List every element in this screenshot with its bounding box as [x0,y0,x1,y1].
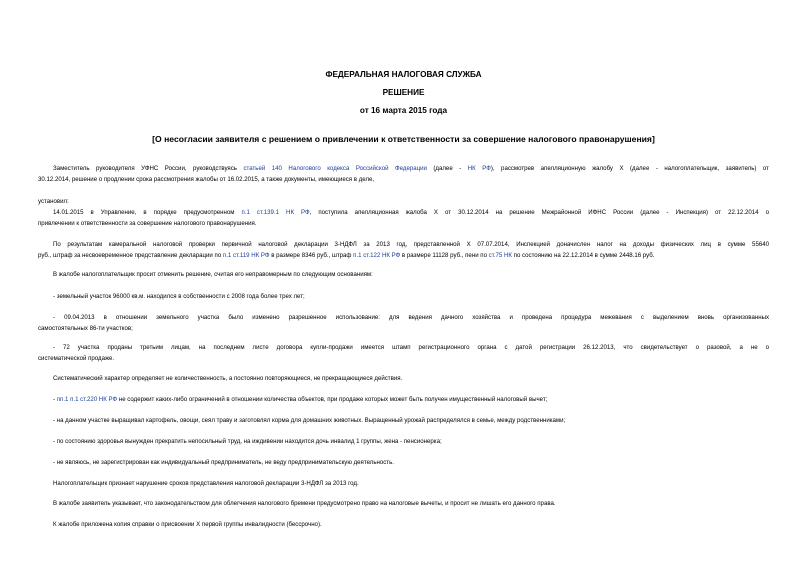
list-item-plots-sold-line2: систематической продаже. [38,355,115,362]
law-link[interactable]: п.1 ст.119 НК РФ [222,252,270,259]
paragraph-text: руб., штраф за несвоевременное представление декларации по [38,252,223,259]
paragraph-admits-violation: Налогоплательщик признает нарушение сроков представления налоговой декларации 3-НДФЛ за 2013 год. [53,480,359,487]
paragraph-text: (далее - [426,165,468,172]
paragraph-intro-line2: 30.12.2014, решение о продлении срока рассмотрения жалобы от 16.02.2015, а также документы, имеющиеся в деле, [38,176,375,183]
law-link[interactable]: п.1 ст.139.1 НК РФ [241,209,310,216]
list-item-tax-deduction [38,395,769,406]
list-item-not-entrepreneur: - не являюсь, не зарегистрирован как индивидуальный предприниматель, не веду предпринимательскую деятельность. [53,459,394,466]
established-label: установил: [38,198,69,205]
paragraph-attachment: К жалобе приложена копия справки о присвоении Х первой группы инвалидности (бессрочно). [53,521,322,528]
paragraph-text: в размере 11128 руб., пени по [400,252,489,259]
paragraph-systematic-character: Систематический характер определяет не количественность, а постоянно повторяющиеся, не прекращающиеся действия. [53,375,403,382]
list-item-plots-sold: - 72 участка проданы третьим лицам, на последнем листе договора купли-продажи имеется штамп регистрационного органа с датой регистрации 26.12.2013, что свидетельствует о разовой, а не о [53,344,769,351]
paragraph-audit-results-line2 [38,251,769,262]
document-subject: [О несогласии заявителя с решением о привлечении к ответственности за совершение налогового правонарушения] [152,134,655,144]
law-link[interactable]: НК РФ [467,165,491,172]
list-item-land-ownership: - земельный участок 96000 кв.м. находился в собственности с 2008 года более трех лет; [53,293,305,300]
document-type-heading: РЕШЕНИЕ [382,88,425,97]
law-link[interactable]: ст.75 НК [488,252,512,259]
paragraph-text: Заместитель руководителя УФНС России, руководствуясь [53,165,244,172]
paragraph-text: - [53,396,57,403]
paragraph-text: не содержит каких-либо ограничений в отношении количества объектов, при продаже которых может быть получен имущественный налоговый вычет; [117,396,548,403]
paragraph-complaint-received [38,208,769,219]
list-item-health: - по состоянию здоровья вынужден прекратить непосильный труд, на иждивении находится дочь инвалид 1 группы, жена - пенсионерка; [53,438,442,445]
document-date: от 16 марта 2015 года [359,106,448,115]
paragraph-text: , поступила апелляционная жалоба Х от 30.12.2014 на решение Межрайонной ИФНС России (далее - Инспекция) от 22.12.2014 о [309,209,769,216]
list-item-land-use-change: - 09.04.2013 в отношении земельного участка было изменено разрешенное использование: для ведения дачного хозяйства и проведена процедура межевания с выделением вновь организованных [53,314,769,321]
paragraph-text: по состоянию на 22.12.2014 в сумме 2448.16 руб. [511,252,655,259]
paragraph-complaint-received-line2: привлечении к ответственности за совершение налогового правонарушения. [38,220,257,227]
paragraph-text: ), рассмотрев апелляционную жалобу Х (далее - налогоплательщик, заявитель) от [490,165,769,172]
paragraph-text: в размере 8346 руб., штраф [269,252,354,259]
list-item-land-use-change-line2: самостоятельных 86-ти участков; [38,325,133,332]
paragraph-grounds-intro: В жалобе налогоплательщик просит отменить решение, считая его неправомерным по следующим основаниям: [53,271,373,278]
law-link[interactable]: п.1 ст.122 НК РФ [353,252,401,259]
paragraph-intro [38,164,769,175]
law-link[interactable]: пп.1 п.1 ст.220 НК РФ [56,396,118,403]
list-item-farming: - на данном участке выращивал картофель, овощи, сеял траву и заготовлял корма для домашних животных. Выращенный урожай распределялся в семье, между родственниками; [53,417,566,424]
law-link[interactable]: статьей 140 Налогового кодекса Российской Федерации [243,165,427,172]
paragraph-audit-results: По результатам камеральной налоговой проверки первичной налоговой декларации 3-НДФЛ за 2013 год, представленной Х 07.07.2014, Инспекцией доначислен налог на доходы физических лиц в сумме 55640 [53,241,769,248]
paragraph-deduction-right: В жалобе заявитель указывает, что законодательством для облегчения налогового бремени предусмотрено право на налоговые вычеты, и просит не лишать его данного права. [53,500,556,507]
paragraph-text: 14.01.2015 в Управление, в порядке предусмотренном [53,209,242,216]
agency-heading: ФЕДЕРАЛЬНАЯ НАЛОГОВАЯ СЛУЖБА [325,70,482,79]
